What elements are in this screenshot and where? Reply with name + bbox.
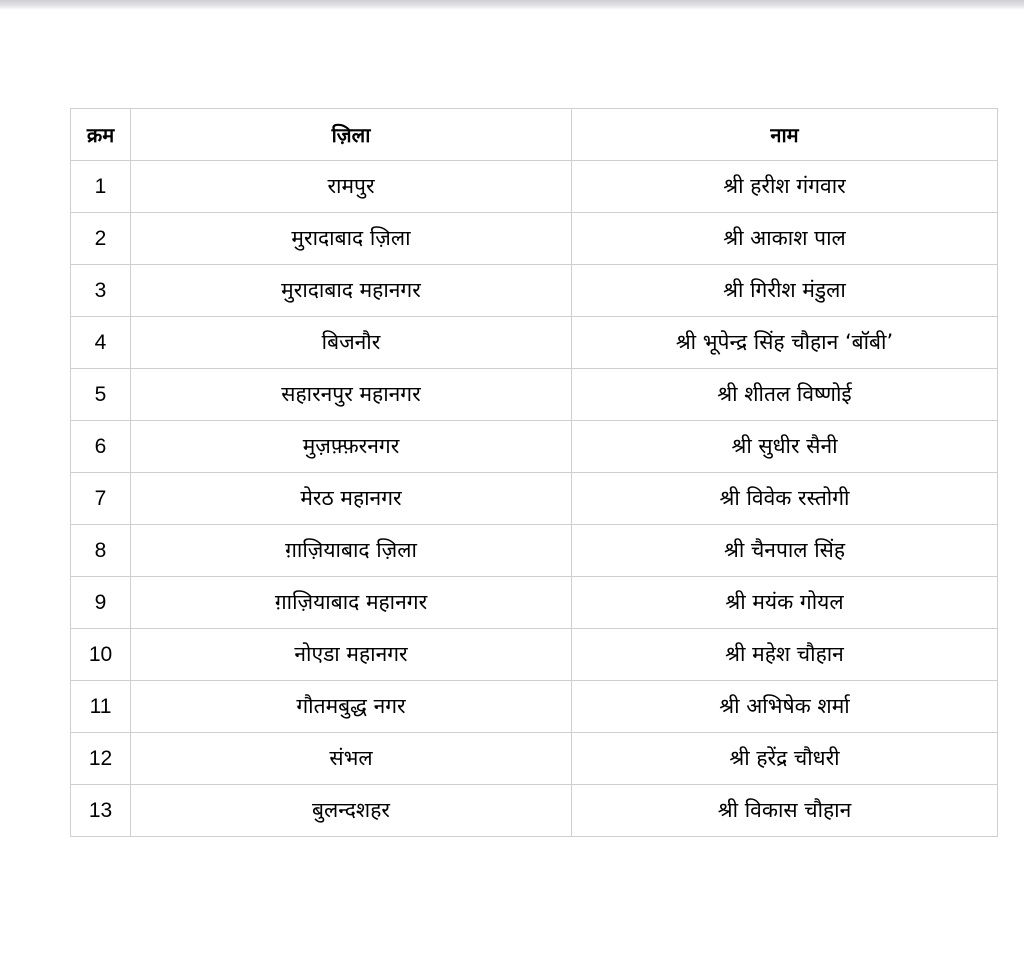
cell-district: गौतमबुद्ध नगर (131, 681, 572, 733)
header-serial: क्रम (71, 109, 131, 161)
table-row (71, 317, 998, 369)
table-header (71, 109, 998, 161)
cell-district: नोएडा महानगर (131, 629, 572, 681)
cell-name: श्री हरीश गंगवार (572, 161, 998, 213)
table-row (71, 265, 998, 317)
cell-district: मुरादाबाद ज़िला (131, 213, 572, 265)
cell-district: ग़ाज़ियाबाद ज़िला (131, 525, 572, 577)
cell-district: रामपुर (131, 161, 572, 213)
table-row (71, 785, 998, 837)
window-top-edge (0, 0, 1024, 10)
cell-name: श्री गिरीश मंडुला (572, 265, 998, 317)
cell-serial: 2 (71, 213, 131, 265)
cell-name: श्री भूपेन्द्र सिंह चौहान ‘बॉबी’ (572, 317, 998, 369)
cell-serial: 10 (71, 629, 131, 681)
cell-district: ग़ाज़ियाबाद महानगर (131, 577, 572, 629)
table-row (71, 213, 998, 265)
table-row (71, 733, 998, 785)
table-row (71, 629, 998, 681)
table-row (71, 369, 998, 421)
header-row (71, 109, 998, 161)
cell-name: श्री हरेंद्र चौधरी (572, 733, 998, 785)
table-row (71, 577, 998, 629)
cell-serial: 3 (71, 265, 131, 317)
cell-name: श्री अभिषेक शर्मा (572, 681, 998, 733)
cell-serial: 13 (71, 785, 131, 837)
cell-serial: 7 (71, 473, 131, 525)
table-row (71, 421, 998, 473)
header-district: ज़िला (131, 109, 572, 161)
cell-district: मेरठ महानगर (131, 473, 572, 525)
cell-serial: 12 (71, 733, 131, 785)
table-row (71, 161, 998, 213)
cell-name: श्री शीतल विष्णोई (572, 369, 998, 421)
table-row (71, 525, 998, 577)
cell-serial: 1 (71, 161, 131, 213)
table-row (71, 473, 998, 525)
cell-district: सहारनपुर महानगर (131, 369, 572, 421)
table-body (71, 161, 998, 837)
cell-district: मुरादाबाद महानगर (131, 265, 572, 317)
cell-name: श्री विवेक रस्तोगी (572, 473, 998, 525)
cell-name: श्री महेश चौहान (572, 629, 998, 681)
header-name: नाम (572, 109, 998, 161)
cell-name: श्री आकाश पाल (572, 213, 998, 265)
cell-name: श्री विकास चौहान (572, 785, 998, 837)
cell-serial: 11 (71, 681, 131, 733)
cell-serial: 6 (71, 421, 131, 473)
cell-district: बुलन्दशहर (131, 785, 572, 837)
cell-name: श्री चैनपाल सिंह (572, 525, 998, 577)
district-roster-table (70, 108, 998, 837)
cell-serial: 9 (71, 577, 131, 629)
cell-district: मुज़फ़्फ़रनगर (131, 421, 572, 473)
cell-district: बिजनौर (131, 317, 572, 369)
cell-serial: 8 (71, 525, 131, 577)
cell-serial: 4 (71, 317, 131, 369)
cell-district: संभल (131, 733, 572, 785)
cell-name: श्री सुधीर सैनी (572, 421, 998, 473)
cell-name: श्री मयंक गोयल (572, 577, 998, 629)
table-row (71, 681, 998, 733)
cell-serial: 5 (71, 369, 131, 421)
